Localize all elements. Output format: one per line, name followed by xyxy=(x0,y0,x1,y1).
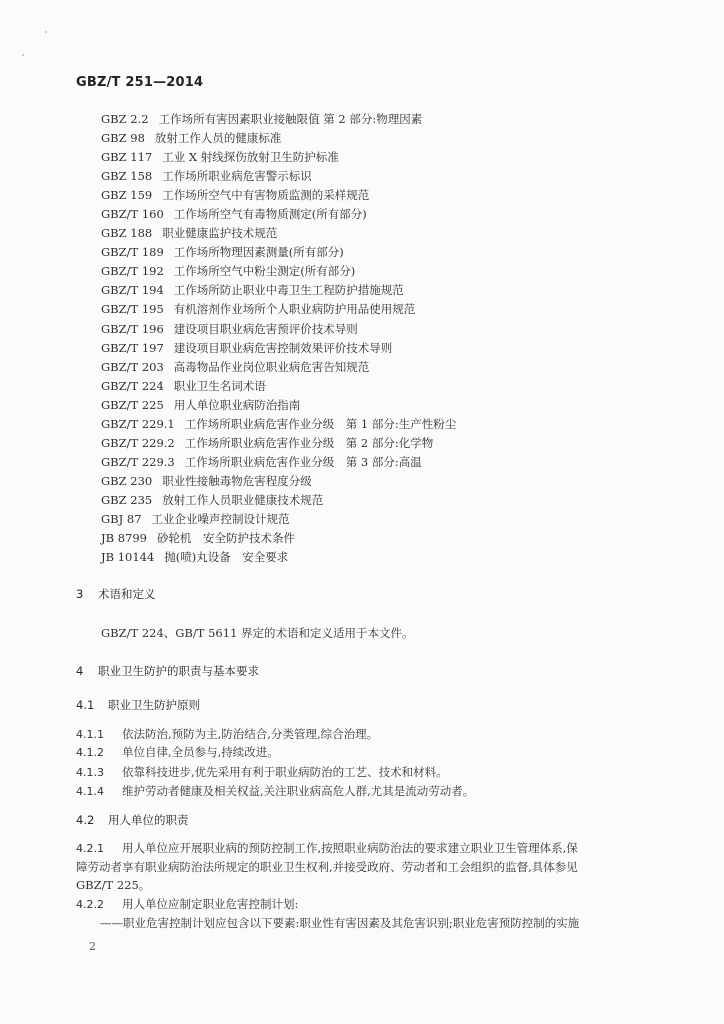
section-4-1-heading xyxy=(76,697,200,713)
clause-4-2-1-continuation: 障劳动者享有职业病防治法所规定的职业卫生权利,并接受政府、劳动者和工会组织的监督,具体参见 xyxy=(76,860,578,874)
reference-title: 工作场所空气中有害物质监测的采样规范 xyxy=(162,188,370,203)
clause-number: 4.1.1 xyxy=(76,728,104,741)
reference-code: GBZ/T 194 xyxy=(101,283,164,298)
reference-title: 工作场所防止职业中毒卫生工程防护措施规范 xyxy=(173,283,404,298)
reference-code: JB 10144 xyxy=(101,550,155,565)
reference-item xyxy=(101,320,456,339)
section-title: 术语和定义 xyxy=(98,587,156,601)
reference-title: 工业 X 射线探伤放射卫生防护标准 xyxy=(162,150,339,165)
reference-code: GBZ 188 xyxy=(101,226,153,241)
reference-code: GBZ 158 xyxy=(101,169,153,184)
clause-text: 依法防治,预防为主,防治结合,分类管理,综合治理。 xyxy=(122,727,379,741)
reference-item xyxy=(101,434,456,453)
reference-title: 建设项目职业病危害控制效果评价技术导则 xyxy=(173,340,393,355)
section-number: 4.2 xyxy=(76,813,95,827)
clause-4-2-1-reference: GBZ/T 225。 xyxy=(76,878,151,892)
reference-code: GBZ/T 192 xyxy=(101,264,164,279)
clause-4-2-1 xyxy=(76,840,578,856)
reference-title: 有机溶剂作业场所个人职业病防护用品使用规范 xyxy=(173,302,416,317)
reference-code: GBZ/T 197 xyxy=(101,340,164,355)
reference-item xyxy=(101,243,456,262)
reference-item xyxy=(101,167,456,186)
scan-speck xyxy=(45,31,47,33)
clause-4-1-2 xyxy=(76,744,279,760)
reference-code: GBZ/T 203 xyxy=(101,359,164,374)
clause-number: 4.2.1 xyxy=(76,842,104,855)
standard-code-header: GBZ/T 251—2014 xyxy=(76,75,204,90)
reference-title: 职业健康监护技术规范 xyxy=(162,226,278,241)
section-3-heading xyxy=(76,586,156,602)
reference-title: 职业卫生名词术语 xyxy=(173,378,266,393)
reference-title: 用人单位职业病防治指南 xyxy=(173,397,301,412)
reference-item xyxy=(101,453,456,472)
clause-4-2-2-item: ——职业危害控制计划应包含以下要素:职业性有害因素及其危害识别;职业危害预防控制的实施 xyxy=(100,916,580,930)
section-title: 职业卫生防护的职责与基本要求 xyxy=(98,664,259,678)
reference-title: 工作场所职业病危害作业分级 第 1 部分:生产性粉尘 xyxy=(184,416,457,431)
clause-number: 4.1.2 xyxy=(76,746,104,759)
reference-code: GBZ 2.2 xyxy=(101,112,149,126)
reference-code: GBZ/T 160 xyxy=(101,207,164,222)
reference-item xyxy=(101,548,456,567)
clause-4-1-4 xyxy=(76,783,474,799)
reference-item xyxy=(101,415,456,434)
reference-title: 工作场所职业病危害警示标识 xyxy=(162,169,312,184)
section-4-2-heading xyxy=(76,812,189,828)
reference-item xyxy=(101,377,456,396)
reference-title: 工作场所物理因素测量(所有部分) xyxy=(173,245,344,260)
reference-item xyxy=(101,472,456,491)
clause-4-1-1 xyxy=(76,726,378,742)
section-title: 职业卫生防护原则 xyxy=(108,698,200,712)
reference-item xyxy=(101,262,456,281)
section-title: 用人单位的职责 xyxy=(108,813,189,827)
reference-title: 工业企业噪声控制设计规范 xyxy=(151,511,290,526)
reference-item xyxy=(101,358,456,377)
reference-item xyxy=(101,205,456,224)
reference-item xyxy=(101,510,456,529)
normative-reference-list xyxy=(101,110,456,567)
reference-title: 放射工作人员的健康标准 xyxy=(154,131,282,146)
reference-code: GBZ/T 224 xyxy=(101,378,164,393)
clause-4-2-2 xyxy=(76,896,298,912)
reference-code: GBZ 98 xyxy=(101,131,145,146)
clause-number: 4.2.2 xyxy=(76,898,104,911)
reference-title: 放射工作人员职业健康技术规范 xyxy=(162,492,324,507)
reference-code: GBZ/T 225 xyxy=(101,397,164,412)
reference-code: JB 8799 xyxy=(101,531,147,546)
reference-title: 高毒物品作业岗位职业病危害告知规范 xyxy=(173,359,370,374)
section-3-text: GBZ/T 224、GB/T 5611 界定的术语和定义适用于本文件。 xyxy=(101,626,414,640)
reference-item xyxy=(101,529,456,548)
reference-item xyxy=(101,129,456,148)
reference-code: GBZ 117 xyxy=(101,150,153,165)
clause-text: 依靠科技进步,优先采用有利于职业病防治的工艺、技术和材料。 xyxy=(122,765,448,779)
reference-item xyxy=(101,110,456,129)
reference-code: GBZ/T 196 xyxy=(101,321,164,336)
section-number: 4 xyxy=(76,664,84,678)
reference-title: 工作场所空气有毒物质测定(所有部分) xyxy=(173,207,367,222)
reference-item xyxy=(101,396,456,415)
clause-number: 4.1.4 xyxy=(76,785,104,798)
reference-code: GBZ 235 xyxy=(101,492,153,507)
reference-title: 工作场所职业病危害作业分级 第 3 部分:高温 xyxy=(184,454,422,469)
reference-item xyxy=(101,300,456,319)
reference-code: GBZ/T 189 xyxy=(101,245,164,260)
reference-title: 抛(喷)丸设备 安全要求 xyxy=(164,550,289,565)
scan-speck xyxy=(22,54,24,56)
page-number: 2 xyxy=(89,940,96,953)
section-4-heading xyxy=(76,663,259,679)
reference-code: GBZ/T 229.3 xyxy=(101,454,175,469)
clause-text: 用人单位应开展职业病的预防控制工作,按照职业病防治法的要求建立职业卫生管理体系,保 xyxy=(122,841,578,855)
section-number: 4.1 xyxy=(76,698,95,712)
reference-item xyxy=(101,491,456,510)
reference-title: 建设项目职业病危害预评价技术导则 xyxy=(173,321,358,336)
reference-title: 砂轮机 安全防护技术条件 xyxy=(156,531,295,546)
reference-code: GBZ 159 xyxy=(101,188,153,203)
clause-text: 维护劳动者健康及相关权益,关注职业病高危人群,尤其是流动劳动者。 xyxy=(122,784,475,798)
section-number: 3 xyxy=(76,587,84,601)
reference-title: 工作场所职业病危害作业分级 第 2 部分:化学物 xyxy=(184,435,434,450)
clause-number: 4.1.3 xyxy=(76,766,104,779)
reference-code: GBZ 230 xyxy=(101,473,153,488)
clause-text: 用人单位应制定职业危害控制计划: xyxy=(122,897,299,911)
clause-4-1-3 xyxy=(76,764,448,780)
reference-item xyxy=(101,224,456,243)
reference-code: GBZ/T 229.1 xyxy=(101,416,175,431)
reference-code: GBJ 87 xyxy=(101,511,142,526)
reference-item xyxy=(101,186,456,205)
reference-title: 工作场所有害因素职业接触限值 第 2 部分:物理因素 xyxy=(158,112,423,126)
reference-item xyxy=(101,339,456,358)
reference-item xyxy=(101,281,456,300)
reference-code: GBZ/T 195 xyxy=(101,302,164,317)
reference-item xyxy=(101,148,456,167)
reference-title: 职业性接触毒物危害程度分级 xyxy=(162,473,312,488)
reference-code: GBZ/T 229.2 xyxy=(101,435,175,450)
clause-text: 单位自律,全员参与,持续改进。 xyxy=(122,745,279,759)
reference-title: 工作场所空气中粉尘测定(所有部分) xyxy=(173,264,356,279)
